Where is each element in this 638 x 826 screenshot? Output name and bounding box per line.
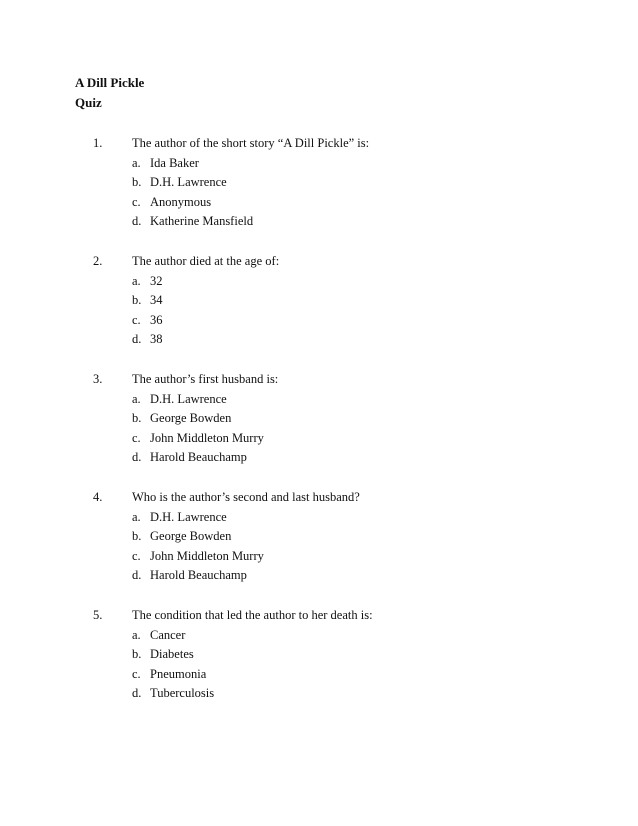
option-letter: b. — [132, 529, 142, 544]
option-letter: a. — [132, 509, 141, 524]
option-text: Diabetes — [150, 647, 194, 662]
option-text: Katherine Mansfield — [150, 214, 254, 229]
option-letter: d. — [132, 214, 142, 229]
option-letter: c. — [132, 666, 141, 681]
answer-option — [132, 390, 264, 410]
question-number: 4. — [93, 490, 103, 504]
answer-option — [132, 527, 264, 547]
answer-options — [132, 390, 264, 468]
option-letter: a. — [132, 391, 141, 406]
option-letter: a. — [132, 627, 141, 642]
answer-option — [132, 173, 253, 193]
option-text: D.H. Lawrence — [150, 175, 227, 190]
answer-option — [132, 665, 214, 685]
question-number: 5. — [93, 608, 103, 622]
question-text: The author of the short story “A Dill Pickle” is: — [132, 136, 370, 150]
answer-option — [132, 409, 264, 429]
option-letter: d. — [132, 568, 142, 583]
option-letter: c. — [132, 548, 141, 563]
option-text: 36 — [150, 312, 163, 327]
document-subtitle: Quiz — [75, 94, 102, 110]
question-number: 3. — [93, 372, 103, 386]
option-text: 32 — [150, 273, 163, 288]
answer-option — [132, 154, 253, 174]
question-text: The author’s first husband is: — [132, 372, 279, 386]
option-text: D.H. Lawrence — [150, 391, 227, 406]
option-text: John Middleton Murry — [150, 548, 264, 563]
option-text: Pneumonia — [150, 666, 207, 681]
answer-options — [132, 154, 253, 232]
answer-option — [132, 508, 264, 528]
question-item — [0, 606, 638, 724]
question-item — [0, 252, 638, 370]
question-item — [0, 370, 638, 488]
option-text: Harold Beauchamp — [150, 568, 247, 583]
question-text: The author died at the age of: — [132, 254, 280, 268]
question-number: 2. — [93, 254, 103, 268]
option-text: 38 — [150, 332, 163, 347]
option-text: Ida Baker — [150, 155, 199, 170]
answer-options — [132, 272, 163, 350]
answer-option — [132, 311, 163, 331]
option-letter: c. — [132, 430, 141, 445]
option-letter: d. — [132, 332, 142, 347]
option-text: 34 — [150, 293, 163, 308]
option-letter: b. — [132, 175, 142, 190]
option-text: John Middleton Murry — [150, 430, 264, 445]
option-text: Anonymous — [150, 194, 212, 209]
answer-option — [132, 448, 264, 468]
option-letter: b. — [132, 293, 142, 308]
answer-option — [132, 684, 214, 704]
answer-option — [132, 330, 163, 350]
question-text: Who is the author’s second and last husband? — [132, 490, 360, 504]
document-title: A Dill Pickle — [75, 75, 145, 90]
option-text: George Bowden — [150, 529, 232, 544]
option-letter: d. — [132, 450, 142, 465]
option-text: Harold Beauchamp — [150, 450, 247, 465]
title-block — [75, 73, 144, 112]
question-list — [0, 134, 638, 724]
option-letter: a. — [132, 155, 141, 170]
option-letter: b. — [132, 647, 142, 662]
option-letter: a. — [132, 273, 141, 288]
answer-option — [132, 566, 264, 586]
answer-option — [132, 429, 264, 449]
answer-options — [132, 508, 264, 586]
option-text: Cancer — [150, 627, 186, 642]
answer-option — [132, 645, 214, 665]
question-number: 1. — [93, 136, 103, 150]
question-text: The condition that led the author to her death is: — [132, 608, 373, 622]
answer-options — [132, 626, 214, 704]
option-letter: c. — [132, 312, 141, 327]
answer-option — [132, 212, 253, 232]
answer-option — [132, 291, 163, 311]
option-text: George Bowden — [150, 411, 232, 426]
answer-option — [132, 626, 214, 646]
option-letter: d. — [132, 686, 142, 701]
answer-option — [132, 193, 253, 213]
option-text: D.H. Lawrence — [150, 509, 227, 524]
question-item — [0, 134, 638, 252]
option-text: Tuberculosis — [150, 686, 215, 701]
question-item — [0, 488, 638, 606]
option-letter: b. — [132, 411, 142, 426]
answer-option — [132, 547, 264, 567]
option-letter: c. — [132, 194, 141, 209]
answer-option — [132, 272, 163, 292]
